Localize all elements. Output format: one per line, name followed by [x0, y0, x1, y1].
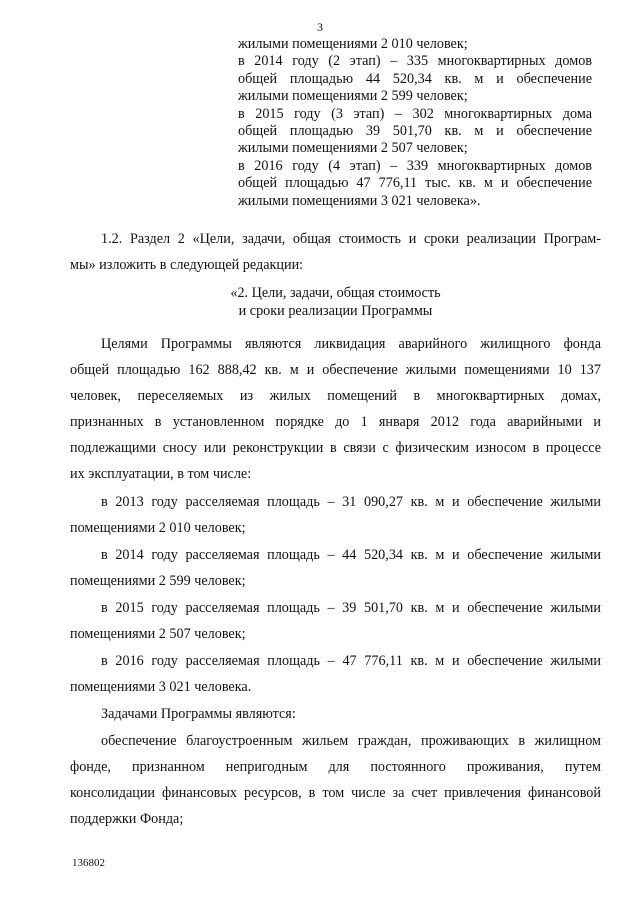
heading-line: и сроки реализации Программы [238, 303, 433, 319]
text-line: в 2013 году расселяемая площадь – 31 090,27 кв. м и обеспечение жилыми [101, 494, 601, 510]
text-line: в 2014 году (2 этап) – 335 многоквартирных домов [238, 53, 592, 70]
text-line: жилыми помещениями 3 021 человека». [238, 192, 481, 209]
year-item-2015 [70, 595, 601, 647]
text-line: человек, переселяемых из жилых помещений в многоквартирных домах, [70, 388, 601, 404]
section-heading [70, 284, 601, 320]
footer-code: 136802 [72, 857, 105, 869]
continuation-block [238, 36, 592, 210]
heading-line: «2. Цели, задачи, общая стоимость [230, 285, 441, 301]
text-line: в 2015 году расселяемая площадь – 39 501,70 кв. м и обеспечение жилыми [101, 600, 601, 616]
page-number: 3 [317, 20, 323, 34]
text-line: подлежащими сносу или реконструкции в связи с физическим износом в процессе [70, 440, 601, 456]
text-line: 1.2. Раздел 2 «Цели, задачи, общая стоимость и сроки реализации Програм- [101, 231, 601, 247]
text-line: общей площадью 39 501,70 кв. м и обеспечение [238, 123, 592, 140]
text-line: жилыми помещениями 2 507 человек; [238, 140, 468, 157]
text-line: фонде, признанном непригодным для постоянного проживания, путем [70, 759, 601, 775]
section-intro [70, 226, 601, 278]
text-line: жилыми помещениями 2 599 человек; [238, 88, 468, 105]
tasks-paragraph [70, 728, 601, 832]
text-line: общей площадью 44 520,34 кв. м и обеспечение [238, 70, 592, 87]
text-line: общей площадью 162 888,42 кв. м и обеспечение жилыми помещениями 10 137 [70, 362, 601, 378]
text-line: в 2016 году (4 этап) – 339 многоквартирных домов [238, 157, 592, 174]
text-line: в 2015 году (3 этап) – 302 многоквартирных дома [238, 105, 592, 122]
text-line: консолидации финансовых ресурсов, в том числе за счет привлечения финансовой [70, 785, 601, 801]
text-line: их эксплуатации, в том числе: [70, 466, 252, 482]
text-line: помещениями 2 010 человек; [70, 520, 246, 536]
year-item-2014 [70, 542, 601, 594]
text-line: обеспечение благоустроенным жильем граждан, проживающих в жилищном [101, 733, 601, 749]
text-line: поддержки Фонда; [70, 811, 184, 827]
text-line: жилыми помещениями 2 010 человек; [238, 36, 468, 52]
text-line: помещениями 2 599 человек; [70, 573, 246, 589]
text-line: Целями Программы являются ликвидация аварийного жилищного фонда [101, 336, 601, 352]
text-line: в 2016 году расселяемая площадь – 47 776,11 кв. м и обеспечение жилыми [101, 653, 601, 669]
tasks-heading [70, 701, 601, 727]
text-line: признанных в установленном порядке до 1 января 2012 года аварийными и [70, 414, 601, 430]
year-item-2016 [70, 648, 601, 700]
year-item-2013 [70, 489, 601, 541]
text-line: помещениями 2 507 человек; [70, 626, 246, 642]
text-line: общей площадью 47 776,11 тыс. кв. м и обеспечение [238, 175, 592, 192]
text-line: мы» изложить в следующей редакции: [70, 257, 304, 273]
text-line: Задачами Программы являются: [101, 706, 296, 722]
goals-paragraph [70, 331, 601, 487]
text-line: помещениями 3 021 человека. [70, 679, 252, 695]
text-line: в 2014 году расселяемая площадь – 44 520,34 кв. м и обеспечение жилыми [101, 547, 601, 563]
